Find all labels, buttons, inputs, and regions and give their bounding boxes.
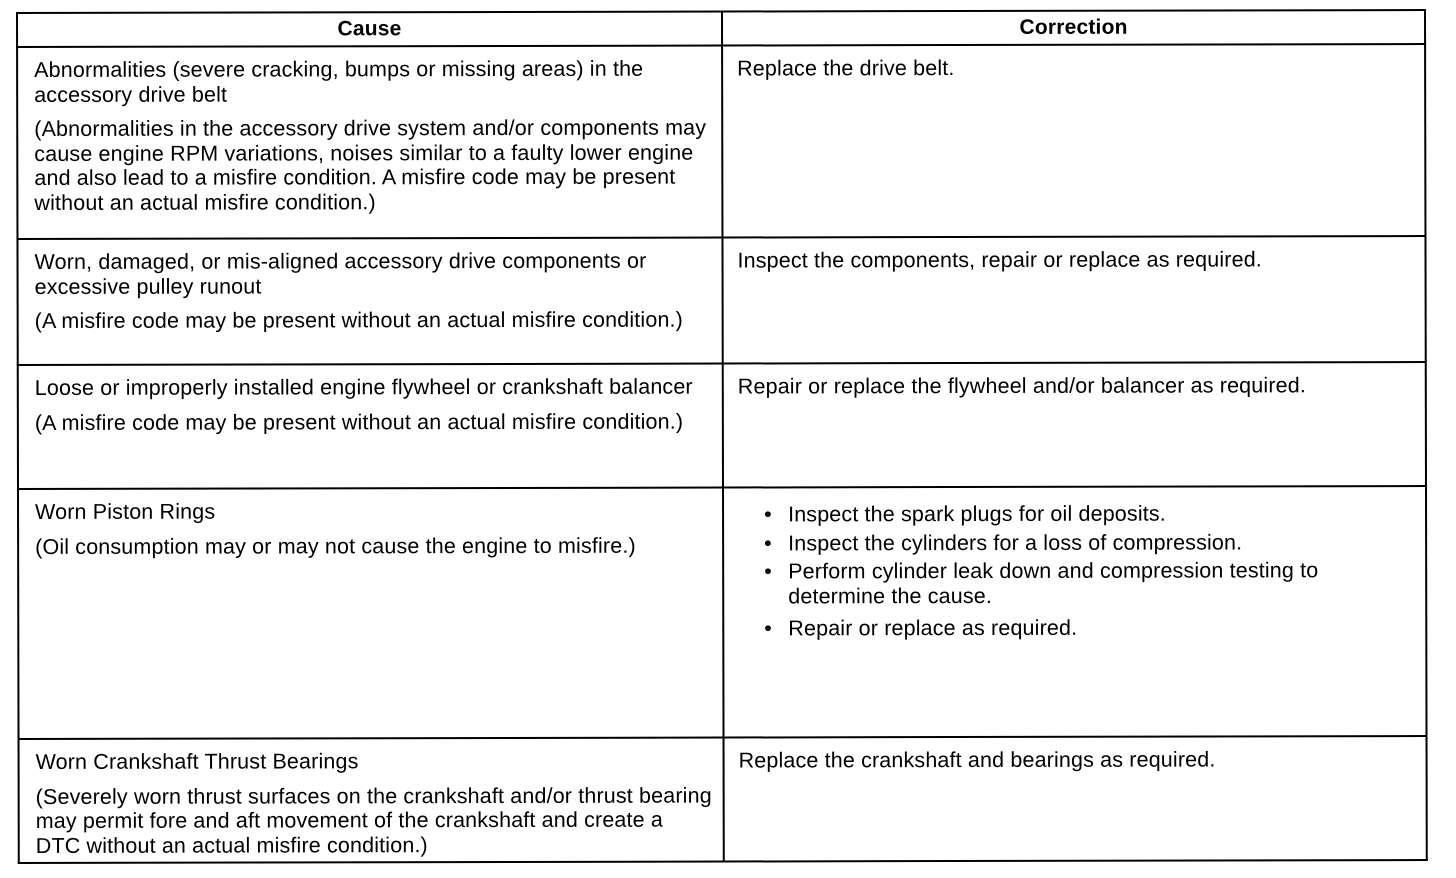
cause-text: Worn Crankshaft Thrust Bearings <box>35 749 359 774</box>
cause-note: (Severely worn thrust surfaces on the crankshaft and/or thrust bearing may permit fore and aft movement of the crankshaft and create a DTC without an actual misfire condition.) <box>35 783 712 858</box>
cause-cell <box>18 364 723 489</box>
table-row <box>17 44 1425 239</box>
correction-list-item: • Inspect the cylinders for a loss of compression. <box>788 530 1415 556</box>
cause-note: (Oil consumption may or may not cause the engine to misfire.) <box>35 533 636 559</box>
correction-text: Repair or replace the flywheel and/or balancer as required. <box>737 373 1306 399</box>
cause-note: (A misfire code may be present without an actual misfire condition.) <box>34 307 683 333</box>
correction-text: Inspect the components, repair or replace as required. <box>737 247 1262 273</box>
cause-text: Worn Piston Rings <box>35 499 216 524</box>
table-row <box>17 236 1425 365</box>
correction-text: Replace the crankshaft and bearings as required. <box>738 747 1216 773</box>
header-correction: Correction <box>722 10 1425 45</box>
cause-cell <box>18 488 724 739</box>
correction-cell <box>724 736 1427 861</box>
cause-text: Abnormalities (severe cracking, bumps or missing areas) in the accessory drive belt <box>34 56 644 107</box>
cause-cell <box>19 738 724 863</box>
correction-text: Replace the drive belt. <box>737 56 955 81</box>
correction-cell <box>722 44 1425 237</box>
cause-text: Worn, damaged, or mis-aligned accessory drive components or excessive pulley runout <box>34 248 647 299</box>
table-row <box>18 486 1427 739</box>
correction-list-item: • Perform cylinder leak down and compression testing to determine the cause. <box>788 558 1415 608</box>
correction-cell <box>722 236 1425 363</box>
table-header-row <box>17 10 1425 47</box>
table-row <box>19 736 1427 863</box>
table-row <box>18 362 1426 489</box>
cause-correction-table <box>16 9 1428 864</box>
correction-list-item: • Repair or replace as required. <box>788 615 1415 641</box>
header-cause: Cause <box>17 12 722 47</box>
cause-cell <box>17 46 722 239</box>
cause-text: Loose or improperly installed engine flywheel or crankshaft balancer <box>34 374 693 400</box>
correction-list <box>738 501 1415 641</box>
correction-list-item: • Inspect the spark plugs for oil deposits. <box>788 501 1415 527</box>
cause-note: (A misfire code may be present without an actual misfire condition.) <box>34 409 684 435</box>
cause-note: (Abnormalities in the accessory drive system and/or components may cause engine RPM variations, noises similar to a faulty lower engine and also lead to a misfire condition. A misfire code may be present without an actual misfire condition.) <box>34 115 707 215</box>
correction-cell <box>723 486 1427 737</box>
correction-cell <box>723 362 1426 487</box>
cause-cell <box>17 238 722 365</box>
